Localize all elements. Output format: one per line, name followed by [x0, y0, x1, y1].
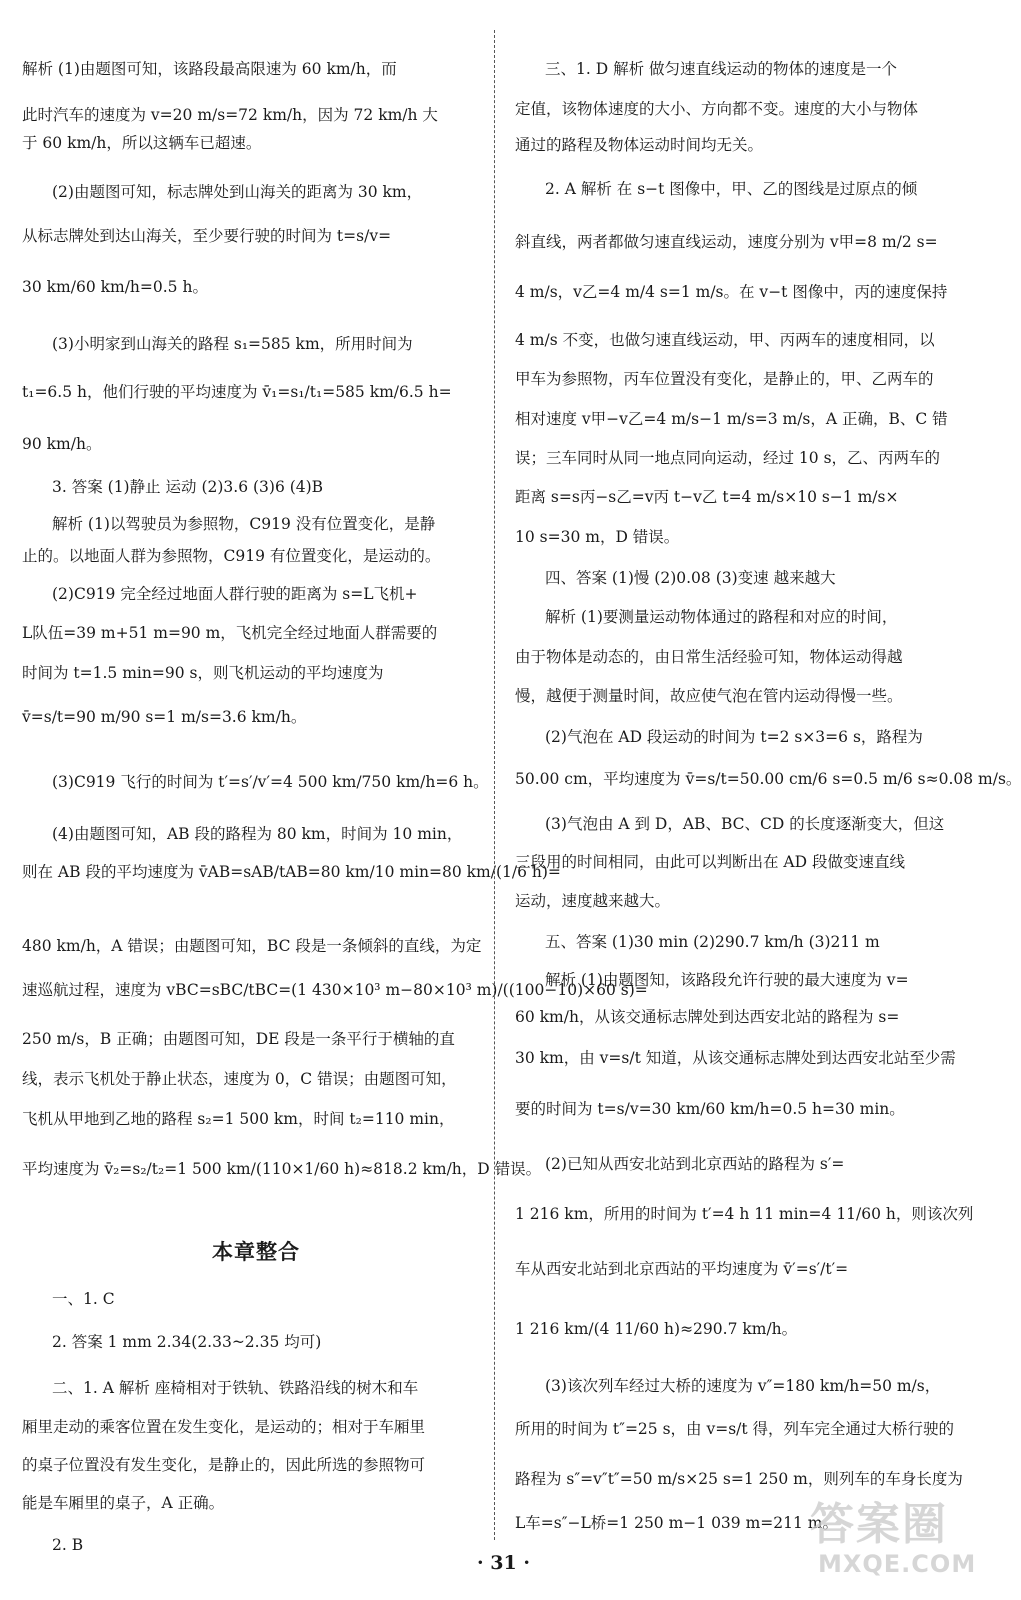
text-line: 4 m/s，v乙=4 m/4 s=1 m/s。在 v−t 图像中，丙的速度保持: [515, 283, 948, 301]
text-line: 平均速度为 v̄₂=s₂/t₂=1 500 km/(110×1/60 h)≈818.2 km/h，D 错误。: [22, 1160, 542, 1178]
text-line: 1 216 km/(4 11/60 h)≈290.7 km/h。: [515, 1320, 798, 1338]
text-line: 此时汽车的速度为 v=20 m/s=72 km/h，因为 72 km/h 大: [22, 106, 438, 124]
text-line: 误；三车同时从同一地点同向运动，经过 10 s，乙、丙两车的: [515, 449, 941, 467]
text-line: 250 m/s，B 正确；由题图可知，DE 段是一条平行于横轴的直: [22, 1030, 455, 1048]
text-line: 30 km，由 v=s/t 知道，从该交通标志牌处到达西安北站至少需: [515, 1049, 956, 1067]
text-line: 由于物体是动态的，由日常生活经验可知，物体运动得越: [515, 648, 903, 666]
text-line: L队伍=39 m+51 m=90 m，飞机完全经过地面人群需要的: [22, 624, 438, 642]
text-line: 2. 答案 1 mm 2.34(2.33~2.35 均可): [52, 1333, 322, 1351]
text-line: 解析 (1)由题图知，该路段允许行驶的最大速度为 v=: [545, 971, 909, 989]
text-line: (2)C919 完全经过地面人群行驶的距离为 s=L飞机+: [52, 585, 418, 603]
text-line: (3)该次列车经过大桥的速度为 v″=180 km/h=50 m/s，: [545, 1377, 941, 1395]
watermark-sub: MXQE.COM: [818, 1550, 977, 1578]
text-line: 解析 (1)要测量运动物体通过的路程和对应的时间，: [545, 608, 898, 626]
text-line: 线，表示飞机处于静止状态，速度为 0，C 错误；由题图可知，: [22, 1070, 457, 1088]
text-line: 能是车厢里的桌子，A 正确。: [22, 1494, 225, 1512]
text-line: 3. 答案 (1)静止 运动 (2)3.6 (3)6 (4)B: [52, 478, 324, 496]
text-line: 480 km/h，A 错误；由题图可知，BC 段是一条倾斜的直线，为定: [22, 937, 482, 955]
text-line: 2. A 解析 在 s−t 图像中，甲、乙的图线是过原点的倾: [545, 180, 918, 198]
text-line: 通过的路程及物体运动时间均无关。: [515, 136, 764, 154]
text-line: 四、答案 (1)慢 (2)0.08 (3)变速 越来越大: [545, 569, 836, 587]
text-line: 60 km/h，从该交通标志牌处到达西安北站的路程为 s=: [515, 1008, 900, 1026]
text-line: 距离 s=s丙−s乙=v丙 t−v乙 t=4 m/s×10 s−1 m/s×: [515, 488, 899, 506]
text-line: (3)小明家到山海关的路程 s₁=585 km，所用时间为: [52, 335, 413, 353]
text-line: 解析 (1)以驾驶员为参照物，C919 没有位置变化，是静: [52, 515, 436, 533]
text-line: 车从西安北站到北京西站的平均速度为 v̄′=s′/t′=: [515, 1260, 849, 1278]
text-line: 相对速度 v甲−v乙=4 m/s−1 m/s=3 m/s，A 正确，B、C 错: [515, 410, 948, 428]
text-line: 则在 AB 段的平均速度为 v̄AB=sAB/tAB=80 km/10 min=80 km/(1/6 h)=: [22, 863, 561, 881]
text-line: 要的时间为 t=s/v=30 km/60 km/h=0.5 h=30 min。: [515, 1100, 905, 1118]
text-line: 30 km/60 km/h=0.5 h。: [22, 278, 208, 296]
text-line: 斜直线，两者都做匀速直线运动，速度分别为 v甲=8 m/2 s=: [515, 233, 938, 251]
text-line: 4 m/s 不变，也做匀速直线运动，甲、丙两车的速度相同，以: [515, 331, 935, 349]
text-line: 50.00 cm，平均速度为 v̄=s/t=50.00 cm/6 s=0.5 m/6 s≈0.08 m/s。: [515, 770, 1021, 788]
text-line: 慢，越便于测量时间，故应使气泡在管内运动得慢一些。: [515, 687, 903, 705]
text-line: 于 60 km/h，所以这辆车已超速。: [22, 134, 262, 152]
text-line: 三、1. D 解析 做匀速直线运动的物体的速度是一个: [545, 60, 897, 78]
text-line: (3)C919 飞行的时间为 t′=s′/v′=4 500 km/750 km/h=6 h。: [52, 773, 489, 791]
text-line: 五、答案 (1)30 min (2)290.7 km/h (3)211 m: [545, 933, 880, 951]
text-line: 一、1. C: [52, 1290, 115, 1308]
text-line: 止的。以地面人群为参照物，C919 有位置变化，是运动的。: [22, 547, 441, 565]
text-line: (2)气泡在 AD 段运动的时间为 t=2 s×3=6 s，路程为: [545, 728, 923, 746]
watermark-logo: [810, 1480, 988, 1590]
page-number: · 31 ·: [477, 1552, 530, 1574]
text-line: 90 km/h。: [22, 435, 102, 453]
text-line: 定值，该物体速度的大小、方向都不变。速度的大小与物体: [515, 100, 919, 118]
text-line: 10 s=30 m，D 错误。: [515, 528, 680, 546]
text-line: L车=s″−L桥=1 250 m−1 039 m=211 m。: [515, 1514, 838, 1532]
text-line: 2. B: [52, 1536, 84, 1554]
text-line: (4)由题图可知，AB 段的路程为 80 km，时间为 10 min，: [52, 825, 463, 843]
text-line: 三段用的时间相同，由此可以判断出在 AD 段做变速直线: [515, 853, 905, 871]
text-line: 1 216 km，所用的时间为 t′=4 h 11 min=4 11/60 h，则该次列: [515, 1205, 974, 1223]
text-line: t₁=6.5 h，他们行驶的平均速度为 v̄₁=s₁/t₁=585 km/6.5 h=: [22, 383, 452, 401]
text-line: 二、1. A 解析 座椅相对于铁轨、铁路沿线的树木和车: [52, 1379, 419, 1397]
text-line: v̄=s/t=90 m/90 s=1 m/s=3.6 km/h。: [22, 708, 307, 726]
section-title: 本章整合: [212, 1240, 300, 1264]
text-line: (2)已知从西安北站到北京西站的路程为 s′=: [545, 1155, 845, 1173]
watermark-main: 答案圈: [810, 1499, 948, 1550]
text-line: 飞机从甲地到乙地的路程 s₂=1 500 km，时间 t₂=110 min，: [22, 1110, 455, 1128]
text-line: 运动，速度越来越大。: [515, 892, 671, 910]
text-line: 所用的时间为 t″=25 s，由 v=s/t 得，列车完全通过大桥行驶的: [515, 1420, 955, 1438]
text-line: (2)由题图可知，标志牌处到山海关的距离为 30 km，: [52, 183, 423, 201]
text-line: 从标志牌处到达山海关，至少要行驶的时间为 t=s/v=: [22, 227, 392, 245]
text-line: 时间为 t=1.5 min=90 s，则飞机运动的平均速度为: [22, 664, 384, 682]
text-line: (3)气泡由 A 到 D，AB、BC、CD 的长度逐渐变大，但这: [545, 815, 945, 833]
column-divider: [494, 30, 495, 1540]
text-line: 解析 (1)由题图可知，该路段最高限速为 60 km/h，而: [22, 60, 397, 78]
text-line: 路程为 s″=v″t″=50 m/s×25 s=1 250 m，则列车的车身长度为: [515, 1470, 963, 1488]
text-line: 速巡航过程，速度为 vBC=sBC/tBC=(1 430×10³ m−80×10³ m)/((100−10)×60 s)=: [22, 981, 648, 999]
text-line: 厢里走动的乘客位置在发生变化，是运动的；相对于车厢里: [22, 1418, 426, 1436]
text-line: 甲车为参照物，丙车位置没有变化，是静止的，甲、乙两车的: [515, 370, 934, 388]
text-line: 的桌子位置没有发生变化，是静止的，因此所选的参照物可: [22, 1456, 426, 1474]
